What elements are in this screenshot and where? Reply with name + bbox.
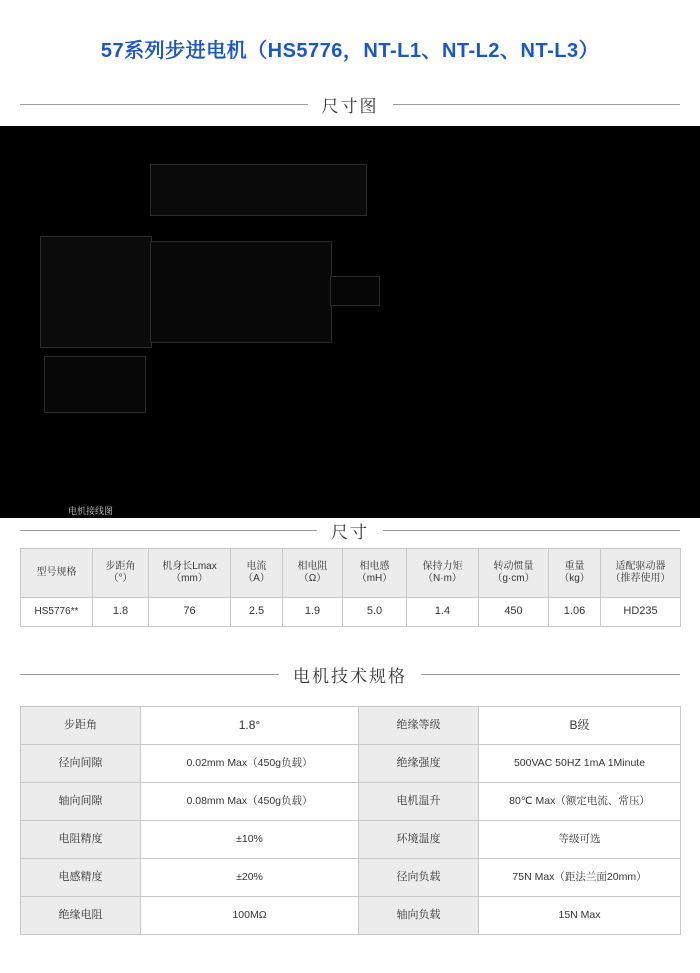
cell-length: 76 (149, 598, 231, 627)
rule-right (383, 530, 680, 531)
page-title (0, 34, 700, 63)
table-row (21, 745, 681, 783)
table-row (21, 783, 681, 821)
cell-driver: HD235 (601, 598, 681, 627)
cell-key-inductance-accuracy: 电感精度 (21, 859, 141, 897)
wiring-diagram-label: 电机接线图 (68, 506, 114, 516)
cell-key-resistance-accuracy: 电阻精度 (21, 821, 141, 859)
cell-resistance: 1.9 (283, 598, 343, 627)
table-row (21, 859, 681, 897)
col-header-current (231, 549, 283, 598)
cell-value-insulation-strength: 500VAC 50HZ 1mA 1Minute (479, 745, 681, 783)
rule-right (421, 674, 680, 675)
cell-key-temperature-rise: 电机温升 (359, 783, 479, 821)
col-header-inertia-text: 转动惯量 （g·cm） (492, 560, 535, 584)
col-header-inductance (343, 549, 407, 598)
sketch-front-face (40, 236, 152, 348)
page-title-text: 57系列步进电机（HS5776，NT-L1、NT-L2、NT-L3） (100, 40, 600, 62)
cell-key-insulation-strength: 绝缘强度 (359, 745, 479, 783)
cell-weight: 1.06 (549, 598, 601, 627)
drawing-illustration (0, 126, 700, 518)
sketch-top-plate (150, 164, 367, 216)
cell-value-axial-clearance: 0.08mm Max（450g负载） (141, 783, 359, 821)
sketch-motor-body (150, 241, 332, 343)
cell-value-step-angle: 1.8° (141, 707, 359, 745)
cell-value-ambient-temperature: 等级可选 (479, 821, 681, 859)
col-header-length-text: 机身长Lmax （mm） (162, 560, 217, 584)
col-header-holding-torque (407, 549, 479, 598)
section-label-tech: 电机技术规格 (293, 667, 407, 686)
col-header-step-angle-text: 步距角 （°） (105, 560, 136, 584)
cell-value-temperature-rise: 80℃ Max（额定电流、常压） (479, 783, 681, 821)
cell-inertia: 450 (479, 598, 549, 627)
col-header-step-angle (93, 549, 149, 598)
rule-left (20, 104, 308, 105)
cell-key-insulation-class: 绝缘等级 (359, 707, 479, 745)
col-header-weight (549, 549, 601, 598)
cell-holding-torque: 1.4 (407, 598, 479, 627)
col-header-resistance (283, 549, 343, 598)
cell-current: 2.5 (231, 598, 283, 627)
col-header-driver (601, 549, 681, 598)
cell-key-axial-load: 轴向负载 (359, 897, 479, 935)
section-heading-tech (20, 662, 680, 687)
rule-left (20, 674, 279, 675)
cell-key-radial-load: 径向负载 (359, 859, 479, 897)
motor-dimension-sketch (30, 146, 360, 486)
table-row (21, 897, 681, 935)
cell-model: HS5776** (21, 598, 93, 627)
dimension-spec-table (20, 548, 681, 627)
col-header-inductance-text: 相电感 （mH） (356, 560, 393, 584)
cell-key-radial-clearance: 径向间隙 (21, 745, 141, 783)
sketch-shaft (330, 276, 380, 306)
cell-value-resistance-accuracy: ±10% (141, 821, 359, 859)
rule-right (393, 104, 681, 105)
cell-key-step-angle: 步距角 (21, 707, 141, 745)
section-label-dimension: 尺寸 (331, 523, 369, 542)
cell-key-ambient-temperature: 环境温度 (359, 821, 479, 859)
col-header-driver-text: 适配驱动器 （推荐使用） (610, 560, 671, 584)
cell-value-insulation-class: B级 (479, 707, 681, 745)
cell-value-axial-load: 15N Max (479, 897, 681, 935)
cell-inductance: 5.0 (343, 598, 407, 627)
col-header-resistance-text: 相电阻 （Ω） (297, 560, 328, 584)
section-heading-dimension (20, 518, 680, 543)
col-header-model-text: 型号规格 (36, 566, 77, 578)
col-header-length (149, 549, 231, 598)
cell-value-radial-clearance: 0.02mm Max（450g负载） (141, 745, 359, 783)
table-row (21, 598, 681, 627)
col-header-current-text: 电流 （A） (243, 560, 270, 584)
cell-value-insulation-resistance: 100MΩ (141, 897, 359, 935)
col-header-holding-torque-text: 保持力矩 （N·m） (422, 560, 463, 584)
section-heading-drawing (20, 92, 680, 117)
table-row (21, 821, 681, 859)
cell-key-insulation-resistance: 绝缘电阻 (21, 897, 141, 935)
col-header-inertia (479, 549, 549, 598)
section-label-drawing: 尺寸图 (321, 97, 379, 116)
cell-value-radial-load: 75N Max（距法兰面20mm） (479, 859, 681, 897)
col-header-weight-text: 重量 （kg） (559, 560, 590, 584)
cell-step-angle: 1.8 (93, 598, 149, 627)
tech-spec-table (20, 706, 681, 935)
table-header-row (21, 549, 681, 598)
rule-left (20, 530, 317, 531)
sketch-rear-cap (44, 356, 146, 413)
cell-key-axial-clearance: 轴向间隙 (21, 783, 141, 821)
cell-value-inductance-accuracy: ±20% (141, 859, 359, 897)
table-row (21, 707, 681, 745)
col-header-model (21, 549, 93, 598)
